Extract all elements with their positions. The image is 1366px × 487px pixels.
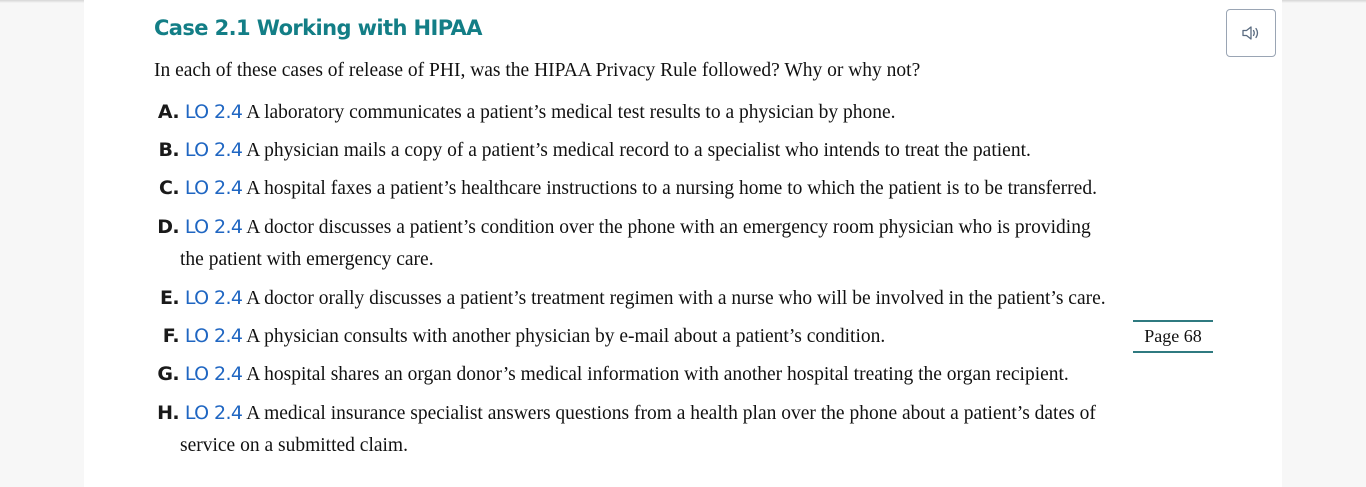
item-text: A hospital shares an organ donor’s medical information with another hospital treating the organ recipient. [246, 364, 1069, 385]
item-text: A laboratory communicates a patient’s medical test results to a physician by phone. [246, 102, 896, 123]
item-text-continued: the patient with emergency care. [180, 249, 434, 270]
lo-link[interactable]: LO 2.4 [184, 101, 243, 123]
item-letter: H. [157, 402, 179, 424]
item-text: A physician consults with another physician by e-mail about a patient’s condition. [246, 326, 886, 347]
read-aloud-button[interactable] [1226, 9, 1276, 57]
item-text: A doctor discusses a patient’s condition over the phone with an emergency room physician who is providing [246, 217, 1091, 238]
item-text: A physician mails a copy of a patient’s medical record to a specialist who intends to treat the patient. [246, 140, 1031, 161]
list-item-d [154, 211, 1204, 276]
lo-link[interactable]: LO 2.4 [184, 363, 243, 385]
page-number-marker: Page 68 [1133, 320, 1213, 353]
lo-link[interactable]: LO 2.4 [184, 177, 243, 199]
list-item-g [154, 358, 1204, 391]
item-letter: C. [159, 177, 179, 199]
list-item-b [154, 134, 1204, 167]
lo-link[interactable]: LO 2.4 [184, 402, 243, 424]
speaker-icon [1241, 25, 1261, 41]
item-letter: A. [157, 101, 179, 123]
list-item-a [154, 96, 1204, 129]
item-text-continued: service on a submitted claim. [180, 435, 408, 456]
list-item-h [154, 397, 1204, 462]
case-intro: In each of these cases of release of PHI, was the HIPAA Privacy Rule followed? Why or why not? [154, 60, 921, 81]
item-text: A medical insurance specialist answers questions from a health plan over the phone about a patient’s dates of [246, 403, 1096, 424]
list-item-f [154, 320, 1204, 353]
lo-link[interactable]: LO 2.4 [184, 287, 243, 309]
item-letter: D. [157, 216, 179, 238]
lo-link[interactable]: LO 2.4 [184, 325, 243, 347]
case-title: Case 2.1 Working with HIPAA [154, 16, 482, 40]
item-text: A doctor orally discusses a patient’s treatment regimen with a nurse who will be involved in the patient’s care. [246, 288, 1106, 309]
item-letter: B. [158, 139, 179, 161]
item-letter: E. [160, 287, 179, 309]
list-item-e [154, 282, 1204, 315]
item-letter: F. [162, 325, 179, 347]
list-item-c [154, 172, 1204, 205]
lo-link[interactable]: LO 2.4 [184, 216, 243, 238]
item-text: A hospital faxes a patient’s healthcare instructions to a nursing home to which the patient is to be transferred. [246, 178, 1097, 199]
item-letter: G. [157, 363, 179, 385]
lo-link[interactable]: LO 2.4 [184, 139, 243, 161]
